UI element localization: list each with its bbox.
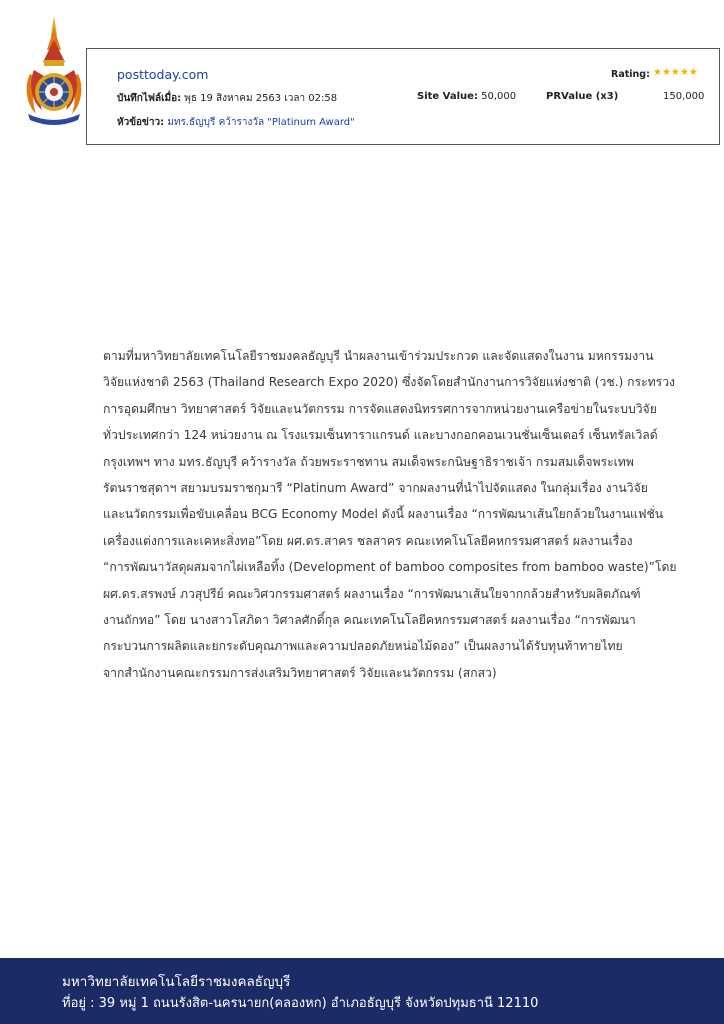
article-line: จากสำนักงานคณะกรรมการส่งเสริมวิทยาศาสตร์ วิจัยและนวัตกรรม (สกสว) xyxy=(103,665,497,680)
record-value: พุธ 19 สิงหาคม 2563 เวลา 02:58 xyxy=(184,93,338,104)
article-line: รัตนราชสุดาฯ สยามบรมราชกุมารี “Platinum Award” จากผลงานที่นำไปจัดแสดง ในกลุ่มเรื่อง งานวิจัย xyxy=(103,481,648,496)
record-label: บันทึกไฟล์เมื่อ: xyxy=(117,93,182,104)
site-value xyxy=(417,91,516,102)
headline-text: มทร.ธัญบุรี คว้ารางวัล "Platinum Award" xyxy=(167,117,355,128)
article-line: ตามที่มหาวิทยาลัยเทคโนโลยีราชมงคลธัญบุรี นำผลงานเข้าร่วมประกวด และจัดแสดงในงาน มหกรรมงาน xyxy=(103,349,654,363)
article-body xyxy=(103,343,709,686)
prvalue-label: PRValue (x3) xyxy=(546,91,619,102)
university-emblem-icon xyxy=(22,14,86,126)
rating-label: Rating: xyxy=(611,69,650,80)
article-info-box xyxy=(86,48,720,145)
article-line: ผศ.ดร.สรพงษ์ ภวสุปรีย์ คณะวิศวกรรมศาสตร์ ผลงานเรื่อง “การพัฒนาเส้นใยจากกล้วยสำหรับผลิตภัณฑ์ xyxy=(103,586,641,601)
source-site: posttoday.com xyxy=(117,67,209,82)
article-line: และนวัตกรรมเพื่อขับเคลื่อน BCG Economy Model ดังนี้ ผลงานเรื่อง “การพัฒนาเส้นใยกล้วยในงานแฟชั่น xyxy=(103,507,664,522)
footer-bar xyxy=(0,958,724,1024)
article-line: วิจัยแห่งชาติ 2563 (Thailand Research Expo 2020) ซึ่งจัดโดยสำนักงานการวิจัยแห่งชาติ (วช.) กระทรวง xyxy=(103,375,675,390)
record-date xyxy=(117,91,337,106)
prvalue-number: 150,000 xyxy=(663,91,705,102)
site-value-label: Site Value: xyxy=(417,91,478,102)
article-line: กระบวนการผลิตและยกระดับคุณภาพและความปลอดภัยหน่อไม้ดอง” เป็นผลงานได้รับทุนท้าทายไทย xyxy=(103,639,623,654)
headline-label: หัวข้อข่าว: xyxy=(117,117,165,128)
article-line: “การพัฒนาวัสดุผสมจากไผ่เหลือทิ้ง (Development of bamboo composites from bamboo waste)”โดย xyxy=(103,560,677,575)
article-line: ทั่วประเทศกว่า 124 หน่วยงาน ณ โรงแรมเซ็นทาราแกรนด์ และบางกอกคอนเวนชั่นเซ็นเตอร์ เซ็นทรัลเวิลด์ xyxy=(103,428,658,443)
article-line: งานถักทอ” โดย นางสาวโสภิดา วิศาลศักดิ์กุล คณะเทคโนโลยีคหกรรมศาสตร์ ผลงานเรื่อง “การพัฒนา xyxy=(103,613,636,628)
site-value-number: 50,000 xyxy=(481,91,517,102)
footer-university-name: มหาวิทยาลัยเทคโนโลยีราชมงคลธัญบุรี xyxy=(62,974,291,990)
article-line: การอุดมศึกษา วิทยาศาสตร์ วิจัยและนวัตกรรม การจัดแสดงนิทรรศการจากหน่วยงานเครือข่ายในระบบวิจัย xyxy=(103,401,657,416)
article-line: กรุงเทพฯ ทาง มทร.ธัญบุรี คว้ารางวัล ถ้วยพระราชทาน สมเด็จพระกนิษฐาธิราชเจ้า กรมสมเด็จพระเทพ xyxy=(103,454,634,469)
footer-address: ที่อยู่ : 39 หมู่ 1 ถนนรังสิต-นครนายก(คลองหก) อำเภอธัญบุรี จังหวัดปทุมธานี 12110 xyxy=(62,996,539,1011)
article-line: เครื่องแต่งการและเคหะสิ่งทอ”โดย ผศ.ดร.สาคร ชลสาคร คณะเทคโนโลยีคหกรรมศาสตร์ ผลงานเรื่อง xyxy=(103,533,633,548)
rating-stars-icon: ★★★★★ xyxy=(653,67,698,78)
headline xyxy=(117,115,355,130)
